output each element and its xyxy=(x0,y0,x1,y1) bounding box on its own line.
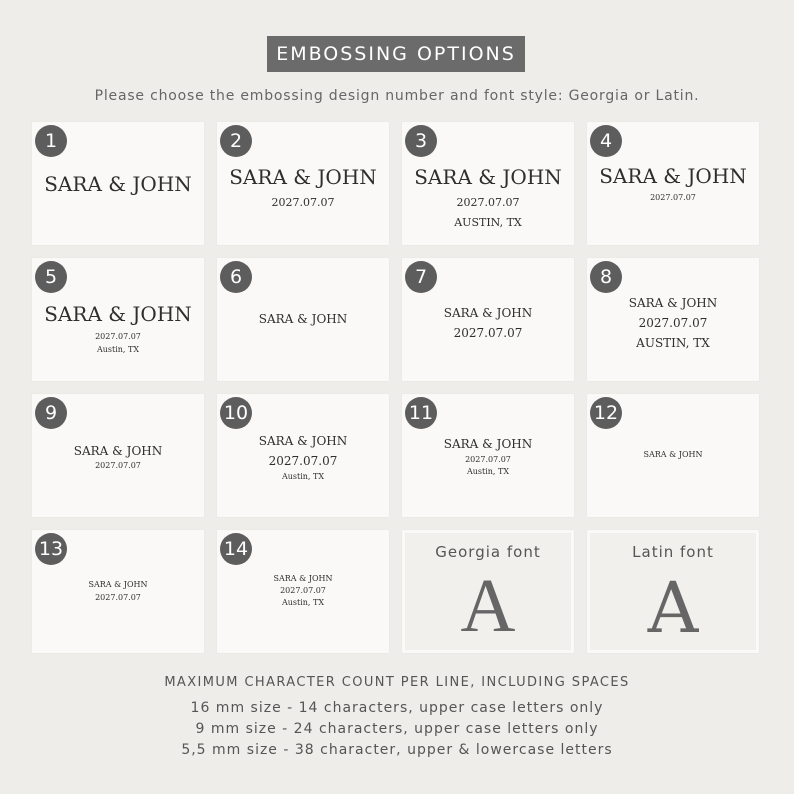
embossing-line-names: SARA & JOHN xyxy=(643,450,703,459)
embossing-line-names: SARA & JOHN xyxy=(44,302,192,326)
font-option-georgia[interactable] xyxy=(402,530,574,653)
design-number-badge: 12 xyxy=(590,397,622,429)
font-label-latin: Latin font xyxy=(632,543,714,561)
design-number-badge: 11 xyxy=(405,397,437,429)
embossing-line-names: SARA & JOHN xyxy=(599,164,747,188)
embossing-line-date: 2027.07.07 xyxy=(268,454,338,468)
page-title: EMBOSSING OPTIONS xyxy=(267,36,525,72)
embossing-line-names: SARA & JOHN xyxy=(443,437,533,451)
embossing-line-location: AUSTIN, TX xyxy=(636,336,710,350)
embossing-line-location: Austin, TX xyxy=(281,472,325,481)
embossing-line-date: 2027.07.07 xyxy=(271,196,335,209)
design-card-9[interactable] xyxy=(32,394,204,517)
embossing-line-date: 2027.07.07 xyxy=(453,326,523,340)
embossing-line-date: 2027.07.07 xyxy=(95,332,141,341)
page-subtitle: Please choose the embossing design number and font style: Georgia or Latin. xyxy=(94,88,700,104)
embossing-line-names: SARA & JOHN xyxy=(258,312,348,326)
design-card-12[interactable] xyxy=(587,394,759,517)
font-option-latin[interactable] xyxy=(587,530,759,653)
embossing-line-names: SARA & JOHN xyxy=(44,172,192,196)
design-number-badge: 14 xyxy=(220,533,252,565)
embossing-line-date: 2027.07.07 xyxy=(280,586,326,595)
design-number-badge: 5 xyxy=(35,261,67,293)
embossing-line-location: Austin, TX xyxy=(96,345,140,354)
design-card-10[interactable] xyxy=(217,394,389,517)
embossing-line-location: Austin, TX xyxy=(466,467,510,476)
design-number-badge: 7 xyxy=(405,261,437,293)
embossing-line-location: AUSTIN, TX xyxy=(454,216,522,229)
design-card-8[interactable] xyxy=(587,258,759,381)
font-label-georgia: Georgia font xyxy=(435,543,541,561)
design-card-6[interactable] xyxy=(217,258,389,381)
design-card-4[interactable] xyxy=(587,122,759,245)
character-count-heading: MAXIMUM CHARACTER COUNT PER LINE, INCLUDING SPACES xyxy=(164,675,630,690)
design-card-11[interactable] xyxy=(402,394,574,517)
design-card-3[interactable] xyxy=(402,122,574,245)
embossing-line-names: SARA & JOHN xyxy=(88,580,148,589)
design-card-5[interactable] xyxy=(32,258,204,381)
design-number-badge: 1 xyxy=(35,125,67,157)
design-grid xyxy=(32,122,759,653)
design-number-badge: 9 xyxy=(35,397,67,429)
embossing-line-date: 2027.07.07 xyxy=(456,196,520,209)
embossing-line-names: SARA & JOHN xyxy=(258,434,348,448)
embossing-line-names: SARA & JOHN xyxy=(443,306,533,320)
embossing-line-date: 2027.07.07 xyxy=(95,593,141,602)
embossing-line-location: Austin, TX xyxy=(281,598,325,607)
design-card-7[interactable] xyxy=(402,258,574,381)
embossing-line-date: 2027.07.07 xyxy=(465,455,511,464)
design-card-13[interactable] xyxy=(32,530,204,653)
embossing-line-names: SARA & JOHN xyxy=(414,165,562,189)
embossing-line-names: SARA & JOHN xyxy=(628,296,718,310)
design-number-badge: 3 xyxy=(405,125,437,157)
design-card-14[interactable] xyxy=(217,530,389,653)
design-card-2[interactable] xyxy=(217,122,389,245)
size-rule-5-5mm: 5,5 mm size - 38 character, upper & lowercase letters xyxy=(181,742,613,758)
embossing-line-date: 2027.07.07 xyxy=(650,193,696,202)
embossing-line-date: 2027.07.07 xyxy=(638,316,708,330)
design-number-badge: 6 xyxy=(220,261,252,293)
embossing-line-date: 2027.07.07 xyxy=(95,461,141,470)
embossing-line-names: SARA & JOHN xyxy=(73,444,163,458)
design-card-1[interactable] xyxy=(32,122,204,245)
font-sample-georgia: A xyxy=(460,564,516,648)
design-number-badge: 13 xyxy=(35,533,67,565)
size-rule-16mm: 16 mm size - 14 characters, upper case letters only xyxy=(190,700,604,716)
design-number-badge: 10 xyxy=(220,397,252,429)
font-sample-latin: A xyxy=(647,567,699,649)
size-rule-9mm: 9 mm size - 24 characters, upper case letters only xyxy=(195,721,599,737)
design-number-badge: 4 xyxy=(590,125,622,157)
embossing-line-names: SARA & JOHN xyxy=(229,165,377,189)
design-number-badge: 2 xyxy=(220,125,252,157)
embossing-line-names: SARA & JOHN xyxy=(273,574,333,583)
design-number-badge: 8 xyxy=(590,261,622,293)
